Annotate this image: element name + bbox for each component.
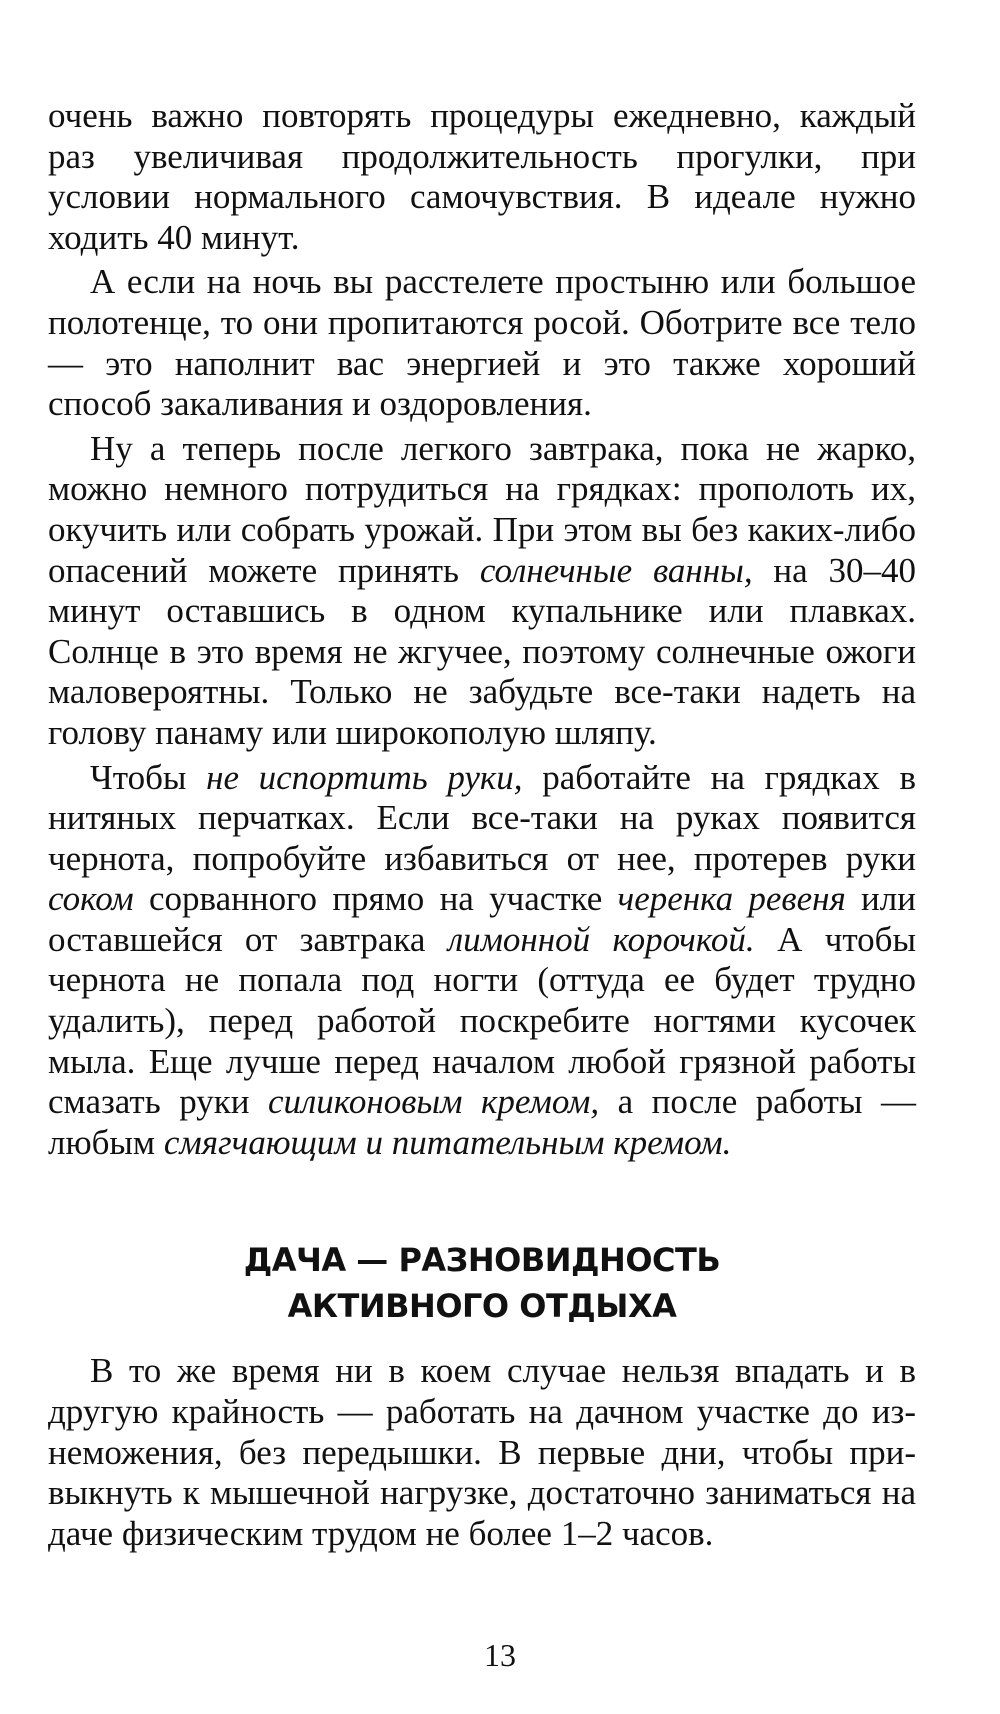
paragraph-3-text-2: на 30–40 минут оставшись в одном купальнике или плавках. Солнце в это время не жгучее, поэтому солнечные ожоги маловероятны. Только не забудьте все-таки надеть на голову панаму или широкополую шляпу.: [48, 550, 917, 752]
paragraph-4-text-2: работайте на грядках в нитяных перчатках. Если все-таки на руках появится чернота, попробуйте избавиться от нее, протерев руки: [48, 757, 916, 878]
page-body: [48, 96, 916, 1554]
paragraph-2-text: А если на ночь вы расстелете простыню или большое полотенце, то они пропитаются росой. Оботрите все тело — это наполнит вас энергией и это также хороший способ закаливания и оздоровления.: [48, 262, 916, 424]
paragraph-3: [48, 429, 916, 754]
paragraph-4-italic-hands: не испортить руки,: [206, 757, 523, 797]
paragraph-1: [48, 96, 916, 258]
paragraph-4-text-3: сорванного прямо на участке: [133, 879, 618, 919]
paragraph-4-text-6: а после работы — любым: [48, 1082, 916, 1162]
paragraph-5: [48, 1351, 916, 1554]
paragraph-4-italic-cream: смягчающим и питательным кремом.: [163, 1122, 732, 1162]
paragraph-4-italic-lemon: лимонной корочкой.: [447, 919, 755, 959]
paragraph-3-italic-sun-baths: солнечные ванны,: [479, 550, 753, 590]
page-number: 13: [484, 1637, 516, 1673]
paragraph-4: [48, 758, 916, 1164]
paragraph-4-text-5: А чтобы чернота не попала под ногти (оттуда ее будет трудно удалить), перед работой поскребите ногтями кусочек мыла. Еще лучше перед началом любой грязной работы смазать руки: [48, 919, 916, 1122]
section-heading-line-1: ДАЧА — РАЗНОВИДНОСТЬ: [243, 1241, 721, 1280]
paragraph-4-text-1: Чтобы: [90, 757, 207, 797]
paragraph-4-italic-juice: соком: [48, 879, 134, 919]
section-heading: [48, 1237, 916, 1329]
paragraph-5-text: В то же время ни в коем случае нельзя впадать и в другую крайность — работать на дачном участке до изнеможения, без передышки. В первые дни, чтобы привыкнуть к мышечной нагрузке, достаточно заниматься на даче физическим трудом не более 1–2 часов.: [48, 1351, 916, 1553]
paragraph-4-text-4: или оставшейся от завтрака: [48, 879, 916, 959]
paragraph-3-text-1: Ну а теперь после легкого завтрака, пока не жарко, можно немного потрудиться на грядках: прополоть их, окучить или собрать урожай. При этом вы без каких-либо опасений можете принять: [48, 428, 916, 590]
paragraph-2: [48, 262, 916, 424]
section-heading-line-2: АКТИВНОГО ОТДЫХА: [287, 1287, 677, 1326]
paragraph-4-italic-silicone: силиконовым кремом,: [268, 1082, 600, 1122]
paragraph-4-italic-rhubarb: черенка ревеня: [617, 879, 846, 919]
paragraph-1-text: очень важно повторять процедуры ежедневно, каждый раз увеличивая продолжительность прогулки, при условии нормального самочувствия. В идеале нужно ходить 40 минут.: [48, 96, 916, 257]
